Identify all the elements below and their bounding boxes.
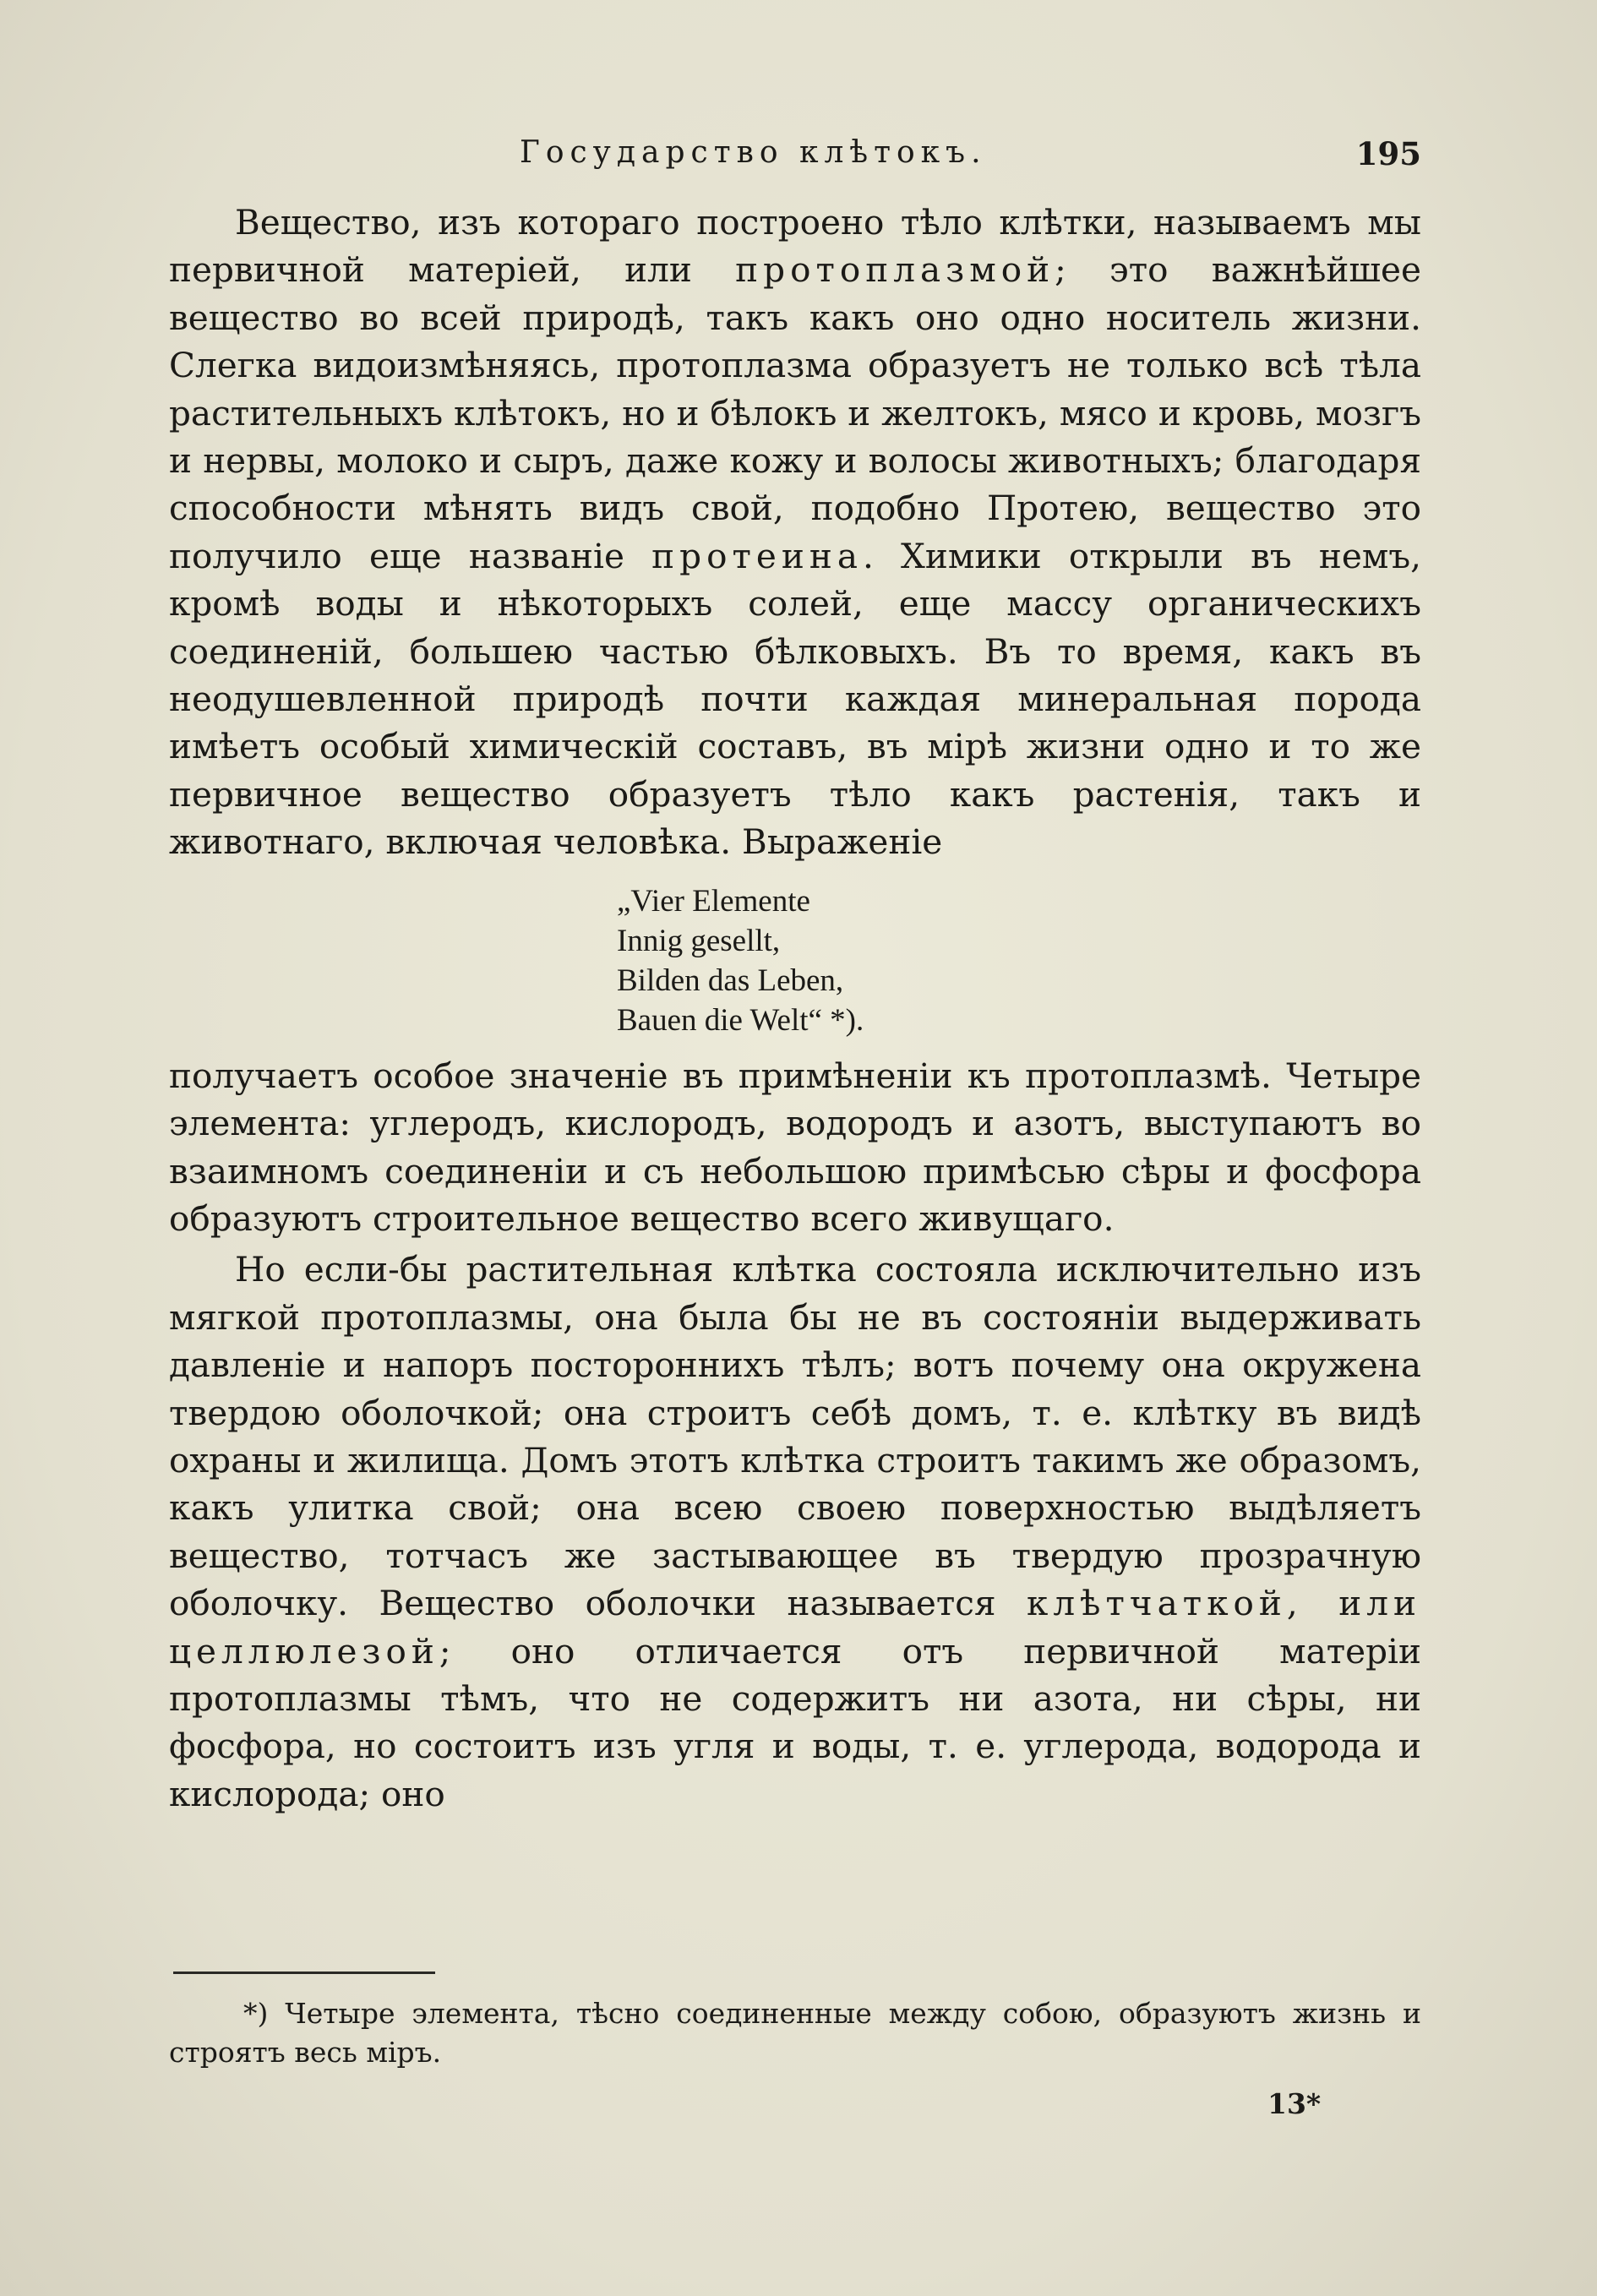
footnote-rule: [173, 1972, 435, 1974]
running-title: Государство клѣтокъ.: [520, 135, 987, 170]
verse-line: „Vier Elemente: [617, 883, 810, 919]
verse-line: Innig gesellt,: [617, 923, 781, 958]
body-text: [169, 199, 1421, 1818]
paragraph-1-part-b: ; это важнѣйшее вещество во всей природѣ, такъ какъ оно одно носитель жизни. Слегка видоизмѣняясь, протоплазма образуетъ не только всѣ тѣла растительныхъ клѣтокъ, но и бѣлокъ и желтокъ, мясо и кровь, мозгъ и нервы, молоко и сыръ, даже кожу и волосы животныхъ; благодаря способности мѣнять видъ свой, подобно Протею, вещество это получило еще названіе: [169, 249, 1421, 576]
verse-line: Bilden das Leben,: [617, 963, 844, 998]
paragraph-2-part-b: ; оно отличается отъ первичной матеріи протоплазмы тѣмъ, что не содержитъ ни азота, ни сѣры, ни фосфора, но состоитъ изъ угля и воды, т. е. углерода, водорода и кислорода; оно: [169, 1630, 1421, 1814]
paragraph-1-part-c: . Химики открыли въ немъ, кромѣ воды и нѣкоторыхъ солей, еще массу органическихъ соединеній, большею частью бѣлковыхъ. Въ то время, какъ въ неодушевленной природѣ почти каждая минеральная порода имѣетъ особый химическій составъ, въ мірѣ жизни одно и то же первичное вещество образуетъ тѣло какъ растенія, такъ и животнаго, включая человѣка. Выраженіе: [169, 535, 1421, 863]
page-header: [169, 135, 1421, 186]
paragraph-2: [169, 1246, 1421, 1818]
verse-quote: [617, 881, 1421, 1040]
footnote: *) Четыре элемента, тѣсно соединенные между собою, образуютъ жизнь и строятъ весь міръ.: [169, 1997, 1421, 2069]
paragraph-1-part-a: Вещество, изъ котораго построено тѣло клѣтки, называемъ мы первичной матеріей, или: [169, 202, 1421, 291]
term-protoplasm: протоплазмой: [735, 249, 1055, 291]
verse-line: Bauen die Welt“ *).: [617, 1002, 864, 1038]
signature-mark: 13*: [1267, 2087, 1322, 2120]
paragraph-1-continued: получаетъ особое значеніе въ примѣненіи къ протоплазмѣ. Четыре элемента: углеродъ, кислородъ, водородъ и азотъ, выступаютъ во взаимномъ соединеніи и съ небольшою примѣсью сѣры и фосфора образуютъ строительное вещество всего живущаго.: [169, 1055, 1421, 1239]
paragraph-2-part-a: Но если-бы растительная клѣтка состояла исключительно изъ мягкой протоплазмы, она была бы не въ состояніи выдерживать давленіе и напоръ постороннихъ тѣлъ; вотъ почему она окружена твердою оболочкой; она строитъ себѣ домъ, т. е. клѣтку въ видѣ охраны и жилища. Домъ этотъ клѣтка строитъ такимъ же образомъ, какъ улитка свой; она всею своею поверхностью выдѣляетъ вещество, тотчасъ же застывающее въ твердую прозрачную оболочку. Вещество оболочки называется: [169, 1249, 1421, 1624]
paragraph-1: [169, 199, 1421, 866]
term-protein: протеина: [651, 535, 863, 576]
page-number: 195: [1355, 135, 1421, 172]
term-cellulose: клѣтчаткой, или целлюлезой: [169, 1583, 1421, 1672]
